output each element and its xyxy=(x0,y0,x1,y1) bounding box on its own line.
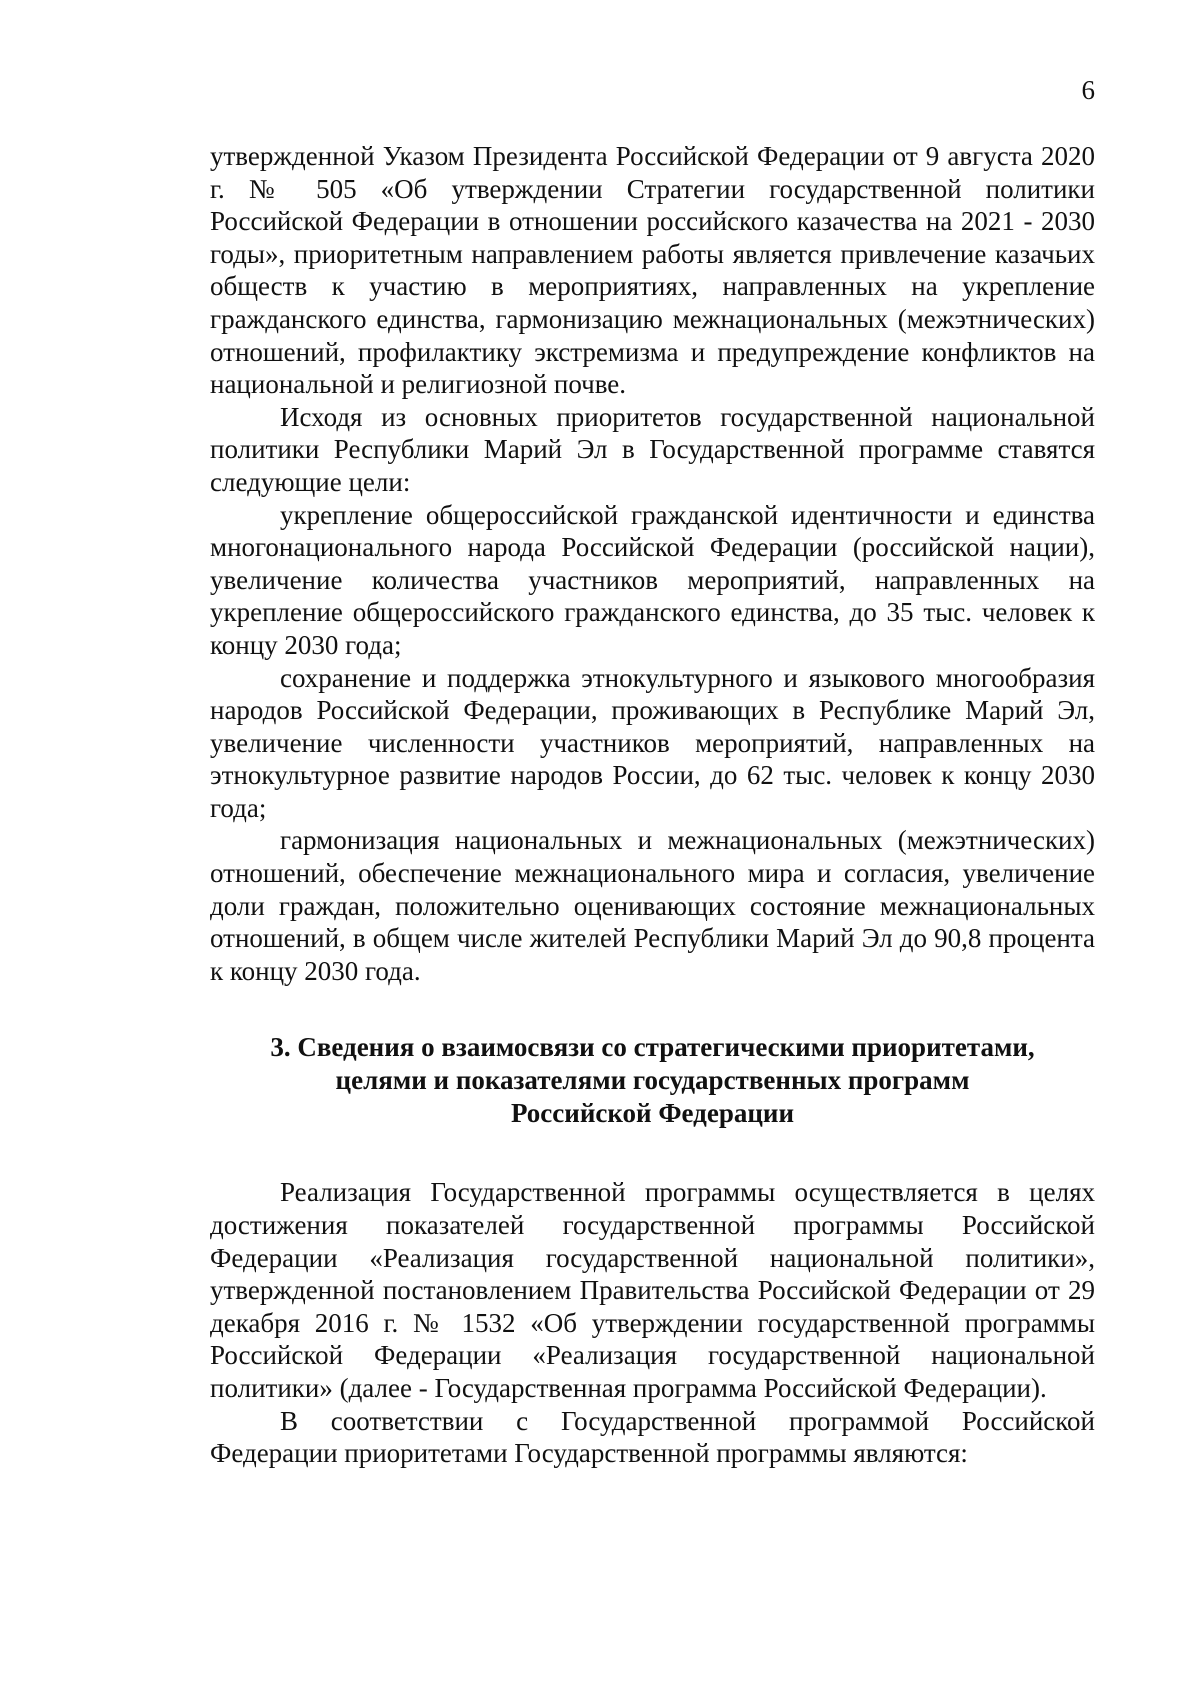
paragraph-continuation: утвержденной Указом Президента Российской Федерации от 9 августа 2020 г. № 505 «Об утверждении Стратегии государственной политики Российской Федерации в отношении российского казачества на 2021 - 2030 годы», приоритетным направлением работы является привлечение казачьих обществ к участию в мероприятиях, направленных на укрепление гражданского единства, гармонизацию межнациональных (межэтнических) отношений, профилактику экстремизма и предупреждение конфликтов на национальной и религиозной почве. xyxy=(210,141,1095,400)
paragraph-program-implementation: Реализация Государственной программы осуществляется в целях достижения показателей государственной программы Российской Федерации «Реализация государственной национальной политики», утвержденной постановлением Правительства Российской Федерации от 29 декабря 2016 г. № 1532 «Об утверждении государственной программы Российской Федерации «Реализация государственной национальной политики» (далее - Государственная программа Российской Федерации). xyxy=(210,1177,1095,1403)
section-heading-line-2: целями и показателями государственных программ xyxy=(335,1065,970,1096)
paragraph-goal-interethnic-harmony: гармонизация национальных и межнациональных (межэтнических) отношений, обеспечение межнационального мира и согласия, увеличение доли граждан, положительно оценивающих состояние межнациональных отношений, в общем числе жителей Республики Марий Эл до 90,8 процента к концу 2030 года. xyxy=(210,825,1095,986)
section-heading xyxy=(210,1031,1095,1130)
section-heading-line-1: 3. Сведения о взаимосвязи со стратегическими приоритетами, xyxy=(270,1032,1035,1063)
document-body xyxy=(210,140,1095,1470)
page-number: 6 xyxy=(1081,75,1095,105)
paragraph-goal-civic-identity: укрепление общероссийской гражданской идентичности и единства многонационального народа Российской Федерации (российской нации), увеличение количества участников мероприятий, направленных на укрепление общероссийского гражданского единства, до 35 тыс. человек к концу 2030 года; xyxy=(210,499,1095,660)
section-heading-line-3: Российской Федерации xyxy=(510,1098,795,1129)
paragraph-goals-intro: Исходя из основных приоритетов государственной национальной политики Республики Марий Эл в Государственной программе ставятся следующие цели: xyxy=(210,401,1095,497)
paragraph-program-priorities: В соответствии с Государственной программой Российской Федерации приоритетами Государственной программы являются: xyxy=(210,1405,1095,1469)
paragraph-goal-ethnocultural-diversity: сохранение и поддержка этнокультурного и языкового многообразия народов Российской Федерации, проживающих в Республике Марий Эл, увеличение численности участников мероприятий, направленных на этнокультурное развитие народов России, до 62 тыс. человек к концу 2030 года; xyxy=(210,662,1095,823)
